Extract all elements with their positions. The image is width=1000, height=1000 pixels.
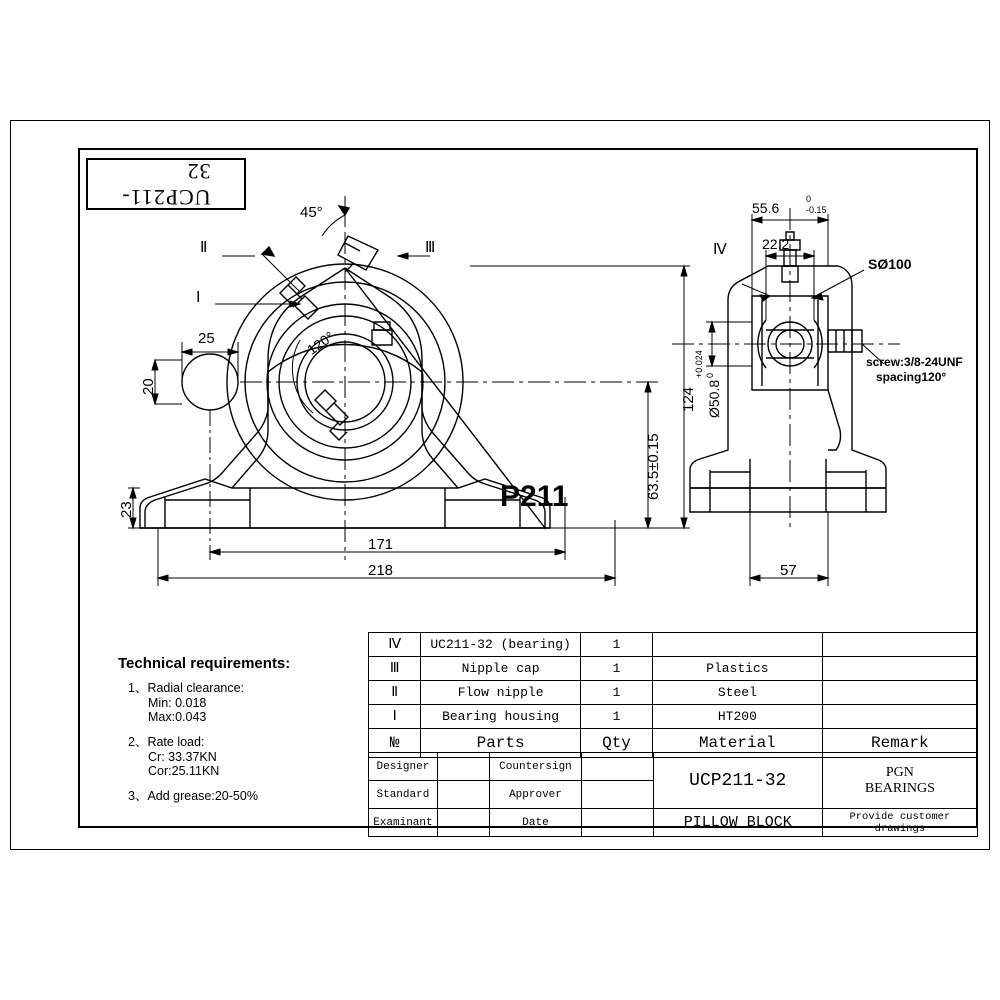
company-line-2: BEARINGS: [864, 780, 935, 796]
drawing-code-rotated: UCP211-32: [121, 159, 211, 210]
tech-title: Technical requirements:: [118, 655, 291, 672]
row-1-qty: 1: [580, 633, 652, 657]
title-block: [368, 752, 978, 837]
row-3-qty: 1: [580, 681, 652, 705]
tech-item-2-line-1: Cr: 33.37KN: [148, 750, 217, 764]
row-3-remark: [822, 681, 977, 705]
balloon-i: Ⅰ: [196, 289, 201, 306]
countersign-value: [582, 753, 653, 781]
countersign-label: Countersign: [489, 753, 582, 781]
row-2-qty: 1: [580, 657, 652, 681]
dim-bore-tol-lower: 0: [705, 372, 715, 378]
title-block-row: [369, 753, 978, 781]
balloon-ii: Ⅱ: [200, 239, 208, 256]
table-row: [369, 705, 978, 729]
dim-center-height: 63.5±0.15: [645, 433, 662, 500]
header-material: Material: [653, 729, 822, 758]
tech-item-2-line-2: Cor:25.11KN: [148, 764, 220, 778]
header-part: Parts: [421, 729, 581, 758]
technical-requirements: [118, 655, 358, 804]
dim-base-width: 57: [780, 562, 797, 579]
tech-item-3-label: 3、Add grease:20-50%: [128, 789, 258, 803]
dim-slot-height: 20: [140, 378, 157, 395]
dim-angle-45: 45°: [300, 204, 323, 221]
designer-label: Designer: [369, 753, 438, 781]
standard-value: [437, 781, 489, 809]
dim-width-top: 55.6: [752, 200, 780, 216]
row-3-part: Flow nipple: [421, 681, 581, 705]
customer-note: Provide customer drawings: [822, 809, 977, 837]
company-name: [822, 753, 977, 809]
dim-sphere: SØ100: [868, 256, 912, 272]
examinant-value: [437, 809, 489, 837]
date-label: Date: [489, 809, 582, 837]
balloon-iii: Ⅲ: [425, 239, 436, 256]
approver-value: [582, 781, 653, 809]
date-value: [582, 809, 653, 837]
dim-slot-width: 25: [198, 330, 215, 347]
tech-item-1-line-2: Max:0.043: [148, 710, 207, 724]
row-4-part: Bearing housing: [421, 705, 581, 729]
screw-note-line2: spacing120°: [876, 370, 947, 384]
designer-value: [437, 753, 489, 781]
header-no: №: [369, 729, 421, 758]
row-1-no: Ⅳ: [369, 633, 421, 657]
row-2-material: Plastics: [653, 657, 822, 681]
standard-label: Standard: [369, 781, 438, 809]
tech-item-2-label: 2、Rate load:: [128, 735, 205, 749]
dim-bolt-span: 171: [368, 536, 394, 553]
approver-label: Approver: [489, 781, 582, 809]
dim-bore-tol-upper: +0.024: [694, 350, 704, 378]
parts-table: [368, 632, 978, 758]
part-marking: P211: [500, 480, 569, 513]
row-1-material: [653, 633, 822, 657]
header-remark: Remark: [822, 729, 977, 758]
row-1-remark: [822, 633, 977, 657]
dim-angle-120: 120°: [304, 328, 337, 358]
examinant-label: Examinant: [369, 809, 438, 837]
row-3-material: Steel: [653, 681, 822, 705]
drawing-code: UCP211-32: [653, 753, 822, 809]
dim-overall-length: 218: [368, 562, 394, 579]
row-2-remark: [822, 657, 977, 681]
header-qty: Qty: [580, 729, 652, 758]
dim-width-top-tol-upper: 0: [806, 194, 812, 204]
tech-item-1-label: 1、Radial clearance:: [128, 681, 245, 695]
row-2-part: Nipple cap: [421, 657, 581, 681]
dim-base-height: 23: [118, 501, 135, 518]
tech-item-1-line-1: Min: 0.018: [148, 696, 207, 710]
table-row: [369, 633, 978, 657]
dim-bore: Ø50.8: [706, 379, 722, 418]
screw-note-line1: screw:3/8-24UNF: [866, 355, 963, 369]
row-1-part: UC211-32 (bearing): [421, 633, 581, 657]
row-4-remark: [822, 705, 977, 729]
row-4-qty: 1: [580, 705, 652, 729]
table-row: [369, 681, 978, 705]
dim-total-height: 124: [680, 386, 697, 412]
dim-width-top-tol-lower: -0.15: [806, 205, 827, 215]
dim-width-inner: 22.2: [762, 236, 790, 252]
row-4-material: HT200: [653, 705, 822, 729]
row-4-no: Ⅰ: [369, 705, 421, 729]
table-row: [369, 657, 978, 681]
title-block-row: [369, 809, 978, 837]
balloon-iv: Ⅳ: [713, 241, 727, 258]
product-name: PILLOW BLOCK: [653, 809, 822, 837]
company-line-1: PGN: [885, 764, 914, 780]
row-3-no: Ⅱ: [369, 681, 421, 705]
row-2-no: Ⅲ: [369, 657, 421, 681]
